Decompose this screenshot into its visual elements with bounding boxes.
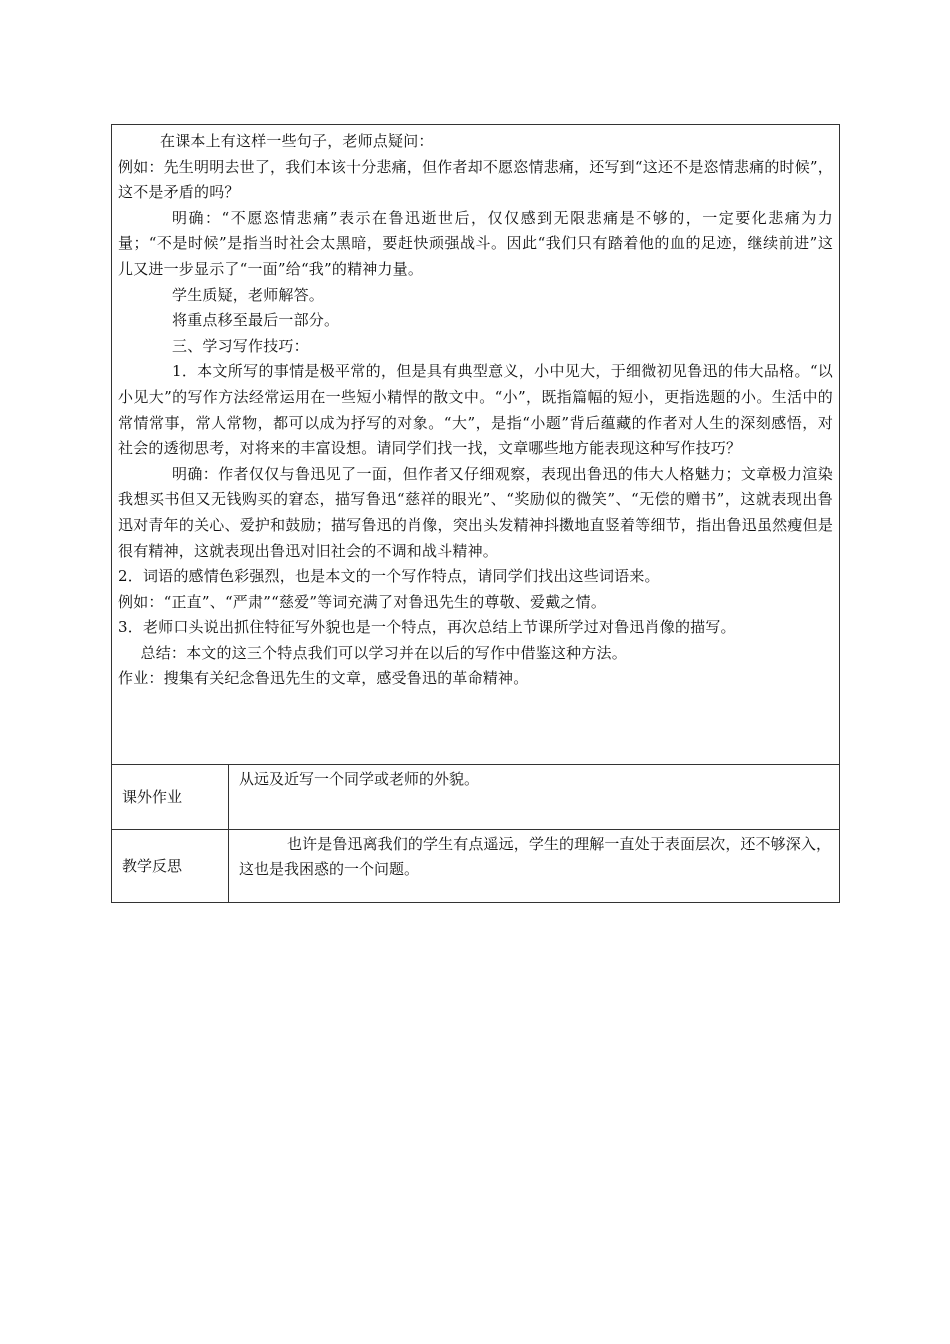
student-question-paragraph: 学生质疑，老师解答。 (172, 285, 325, 304)
homework-paragraph: 作业：搜集有关纪念鲁迅先生的文章，感受鲁迅的革命精神。 (118, 669, 529, 688)
section-heading-writing-skills: 三、学习写作技巧： (172, 336, 309, 355)
lesson-plan-table (111, 124, 840, 903)
summary-paragraph: 总结：本文的这三个特点我们可以学习并在以后的写作中借鉴这种方法。 (140, 643, 627, 662)
clarification-paragraph: 明确：“不愿恣情悲痛”表示在鲁迅逝世后，仅仅感到无限悲痛是不够的，一定要化悲痛为力量；“不是时候”是指当时社会太黑暗，要赶快顽强战斗。因此“我们只有踏着他的血的足迹，继续前进”这儿又进一步显示了“一面”给“我”的精神力量。 (118, 208, 834, 278)
focus-shift-paragraph: 将重点移至最后一部分。 (172, 311, 340, 330)
intro-paragraph: 在课本上有这样一些句子，老师点疑问： (160, 132, 434, 150)
skill-two-example-paragraph: 例如：“正直”、“严肃”“慈爱”等词充满了对鲁迅先生的尊敬、爱戴之情。 (118, 592, 607, 611)
reflection-row (112, 830, 840, 903)
extra-homework-row (112, 765, 840, 830)
extra-homework-label: 课外作业 (112, 765, 229, 830)
skill-three-paragraph: 3．老师口头说出抓住特征写外貌也是一个特点，再次总结上节课所学过对鲁迅肖像的描写。 (118, 618, 736, 637)
skill-one-paragraph: 1．本文所写的事情是极平常的，但是具有典型意义，小中见大，于细微初见鲁迅的伟大品格。“以小见大”的写作方法经常运用在一些短小精悍的散文中。“小”，既指篇幅的短小，更指选题的小。生活中的常情常事，常人常物，都可以成为抒写的对象。“大”，是指“小题”背后蕴藏的作者对人生的深刻感悟，对社会的透彻思考，对将来的丰富设想。请同学们找一找，文章哪些地方能表现这种写作技巧？ (118, 362, 834, 458)
skill-two-paragraph: 2．词语的感情色彩强烈，也是本文的一个写作特点，请同学们找出这些词语来。 (118, 567, 660, 586)
extra-homework-content: 从远及近写一个同学或老师的外貌。 (229, 765, 840, 830)
example-question-paragraph: 例如：先生明明去世了，我们本该十分悲痛，但作者却不愿恣情悲痛，还写到“这还不是恣情悲痛的时候”，这不是矛盾的吗？ (118, 157, 834, 202)
skill-one-answer-paragraph: 明确：作者仅仅与鲁迅见了一面，但作者又仔细观察，表现出鲁迅的伟大人格魅力；文章极力渲染我想买书但又无钱购买的窘态，描写鲁迅“慈祥的眼光”、“奖励似的微笑”、“无偿的赠书”，这就表现出鲁迅对青年的关心、爱护和鼓励；描写鲁迅的肖像，突出头发精神抖擞地直竖着等细节，指出鲁迅虽然瘦但是很有精神，这就表现出鲁迅对旧社会的不调和战斗精神。 (118, 464, 834, 560)
lesson-body-cell (112, 125, 840, 765)
reflection-label: 教学反思 (112, 830, 229, 903)
reflection-content: 也许是鲁迅离我们的学生有点遥远，学生的理解一直处于表面层次，还不够深入，这也是我困惑的一个问题。 (229, 830, 840, 903)
